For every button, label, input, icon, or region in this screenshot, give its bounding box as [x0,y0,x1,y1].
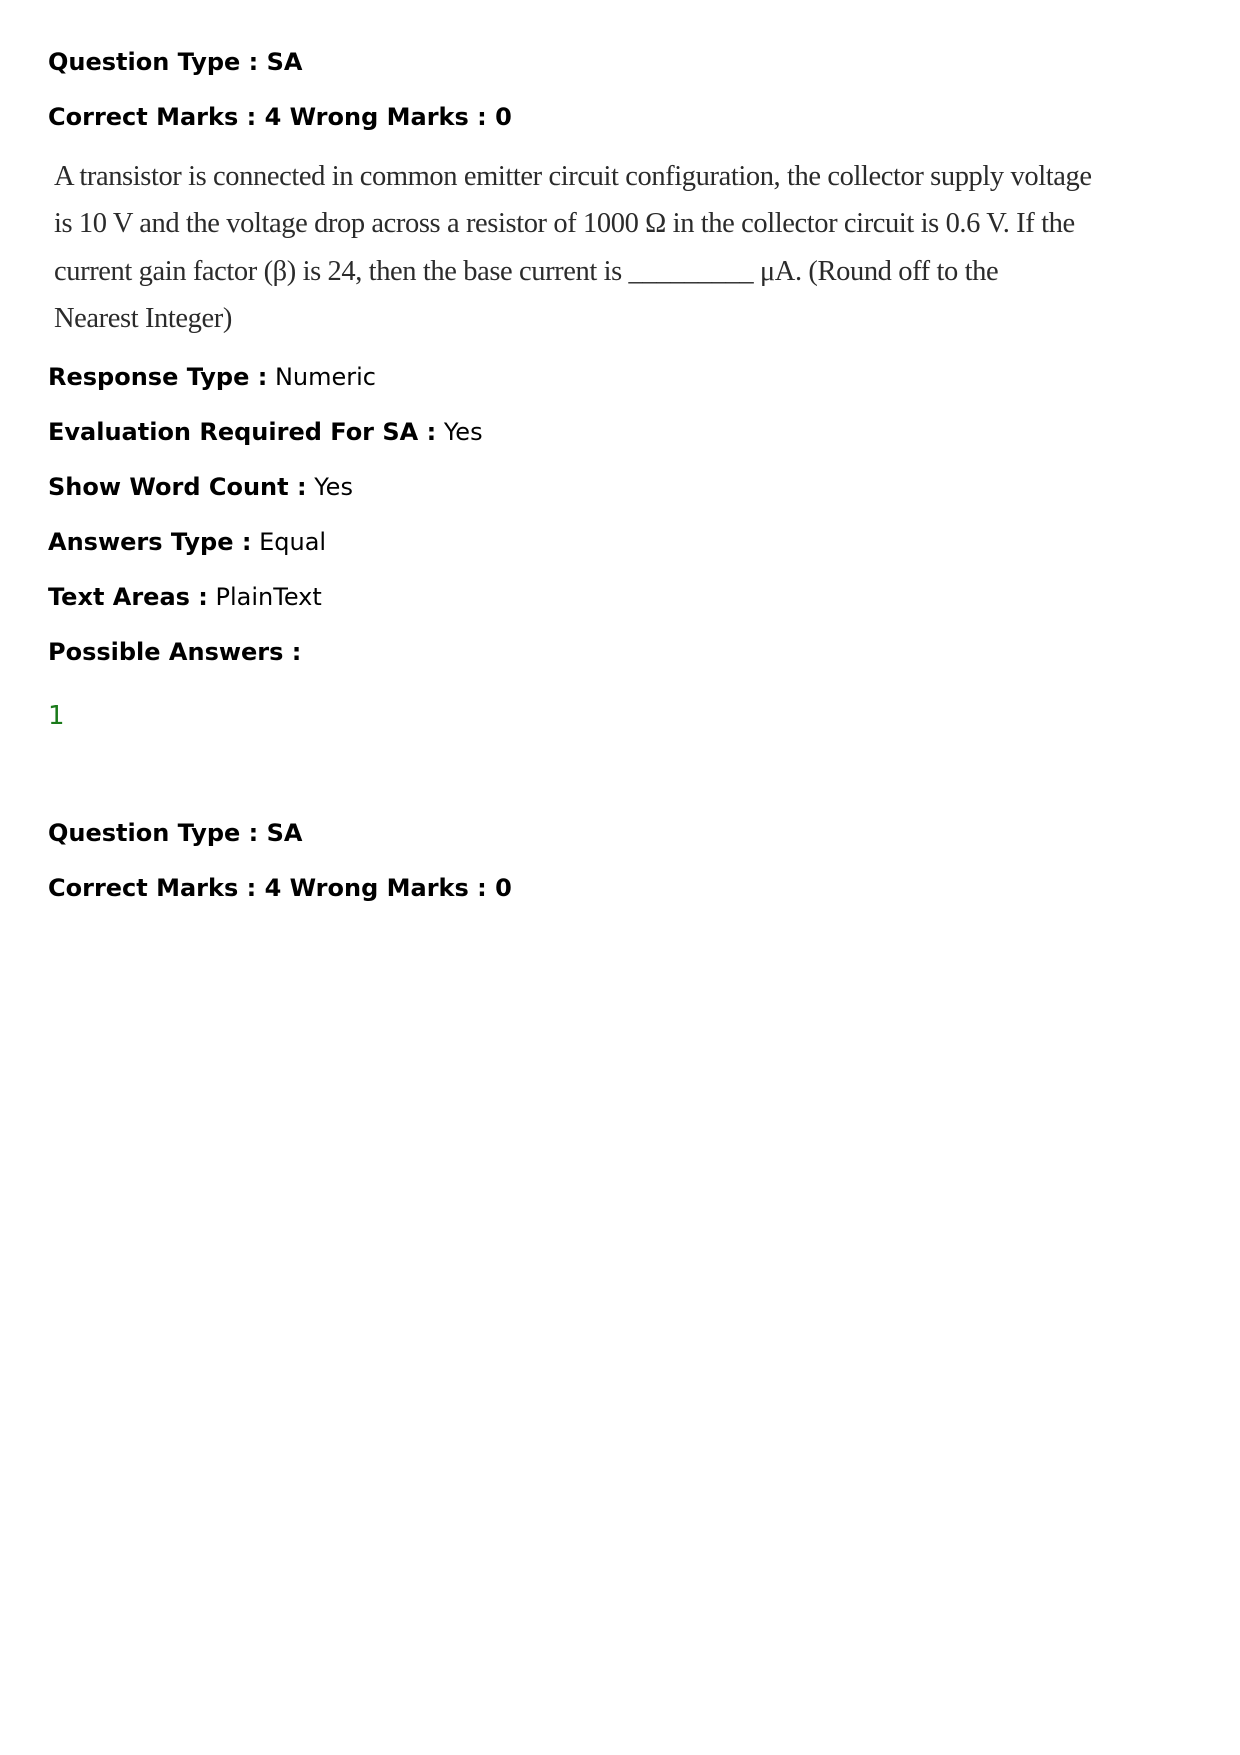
possible-answers-heading: Possible Answers : [48,638,302,666]
field-value: Numeric [274,363,376,391]
question-text-image [48,160,1092,340]
field-value: Yes [443,418,483,446]
field-label: Text Areas : [48,583,208,611]
field-value: PlainText [215,583,322,611]
question-line: Nearest Integer) [54,303,232,334]
response-type-field [48,362,376,392]
question-line: A transistor is connected in common emitter circuit configuration, the collector supply voltage [54,161,1092,192]
question-type-heading: Question Type : SA [48,48,303,76]
field-label: Evaluation Required For SA : [48,418,437,446]
possible-answer-value: 1 [48,701,65,731]
marks-heading: Correct Marks : 4 Wrong Marks : 0 [48,874,512,902]
question-line: current gain factor (β) is 24, then the base current is _________ μA. (Round off to the [54,256,999,287]
answers-type-field [48,527,326,557]
field-label: Response Type : [48,363,268,391]
field-value: Yes [314,473,353,501]
evaluation-required-field [48,417,483,447]
field-value: Equal [259,528,327,556]
question-line: is 10 V and the voltage drop across a resistor of 1000 Ω in the collector circuit is 0.6 V. If the [54,208,1075,239]
field-label: Answers Type : [48,528,252,556]
field-label: Show Word Count : [48,473,307,501]
show-word-count-field [48,472,353,502]
marks-heading: Correct Marks : 4 Wrong Marks : 0 [48,103,512,131]
text-areas-field [48,582,322,612]
question-type-heading: Question Type : SA [48,819,303,847]
